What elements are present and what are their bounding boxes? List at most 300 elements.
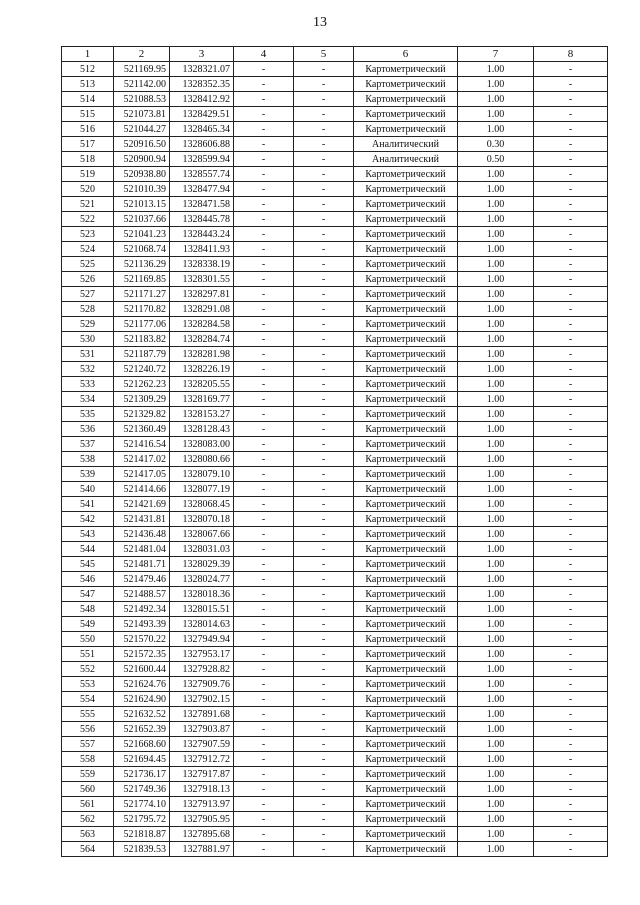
table-row [62, 272, 608, 287]
column-5-cell: - [294, 527, 354, 542]
method-cell: Картометрический [354, 692, 458, 707]
y-coordinate-cell: 1328284.58 [170, 317, 234, 332]
accuracy-cell: 1.00 [458, 617, 534, 632]
accuracy-cell: 1.00 [458, 272, 534, 287]
point-number-cell: 546 [62, 572, 114, 587]
method-cell: Аналитический [354, 152, 458, 167]
column-4-cell: - [234, 422, 294, 437]
column-4-cell: - [234, 707, 294, 722]
y-coordinate-cell: 1328429.51 [170, 107, 234, 122]
column-8-cell: - [534, 707, 608, 722]
point-number-cell: 529 [62, 317, 114, 332]
column-header: 7 [458, 47, 534, 62]
column-5-cell: - [294, 602, 354, 617]
x-coordinate-cell: 521360.49 [114, 422, 170, 437]
x-coordinate-cell: 521572.35 [114, 647, 170, 662]
method-cell: Картометрический [354, 617, 458, 632]
column-5-cell: - [294, 137, 354, 152]
accuracy-cell: 1.00 [458, 452, 534, 467]
table-row [62, 782, 608, 797]
y-coordinate-cell: 1327881.97 [170, 842, 234, 857]
table-row [62, 707, 608, 722]
table-row [62, 437, 608, 452]
x-coordinate-cell: 521600.44 [114, 662, 170, 677]
y-coordinate-cell: 1327895.68 [170, 827, 234, 842]
table-row [62, 137, 608, 152]
column-4-cell: - [234, 287, 294, 302]
y-coordinate-cell: 1328599.94 [170, 152, 234, 167]
table-row [62, 737, 608, 752]
column-8-cell: - [534, 407, 608, 422]
column-5-cell: - [294, 62, 354, 77]
accuracy-cell: 1.00 [458, 827, 534, 842]
column-8-cell: - [534, 107, 608, 122]
point-number-cell: 520 [62, 182, 114, 197]
method-cell: Картометрический [354, 92, 458, 107]
y-coordinate-cell: 1327918.13 [170, 782, 234, 797]
table-row [62, 392, 608, 407]
y-coordinate-cell: 1328412.92 [170, 92, 234, 107]
column-5-cell: - [294, 797, 354, 812]
accuracy-cell: 1.00 [458, 212, 534, 227]
column-4-cell: - [234, 842, 294, 857]
column-5-cell: - [294, 827, 354, 842]
accuracy-cell: 1.00 [458, 767, 534, 782]
method-cell: Картометрический [354, 572, 458, 587]
point-number-cell: 554 [62, 692, 114, 707]
method-cell: Картометрический [354, 767, 458, 782]
column-4-cell: - [234, 557, 294, 572]
method-cell: Картометрический [354, 662, 458, 677]
column-8-cell: - [534, 722, 608, 737]
accuracy-cell: 1.00 [458, 377, 534, 392]
point-number-cell: 526 [62, 272, 114, 287]
point-number-cell: 522 [62, 212, 114, 227]
column-8-cell: - [534, 782, 608, 797]
method-cell: Картометрический [354, 647, 458, 662]
column-4-cell: - [234, 722, 294, 737]
point-number-cell: 551 [62, 647, 114, 662]
accuracy-cell: 1.00 [458, 782, 534, 797]
y-coordinate-cell: 1328077.19 [170, 482, 234, 497]
column-5-cell: - [294, 332, 354, 347]
table-row [62, 212, 608, 227]
table-row [62, 842, 608, 857]
point-number-cell: 553 [62, 677, 114, 692]
y-coordinate-cell: 1327905.95 [170, 812, 234, 827]
table-row [62, 122, 608, 137]
table-row [62, 827, 608, 842]
table-row [62, 302, 608, 317]
y-coordinate-cell: 1328321.07 [170, 62, 234, 77]
point-number-cell: 558 [62, 752, 114, 767]
method-cell: Картометрический [354, 392, 458, 407]
y-coordinate-cell: 1328079.10 [170, 467, 234, 482]
x-coordinate-cell: 520938.80 [114, 167, 170, 182]
accuracy-cell: 1.00 [458, 527, 534, 542]
column-8-cell: - [534, 122, 608, 137]
column-8-cell: - [534, 377, 608, 392]
accuracy-cell: 1.00 [458, 437, 534, 452]
point-number-cell: 530 [62, 332, 114, 347]
column-8-cell: - [534, 662, 608, 677]
y-coordinate-cell: 1328226.19 [170, 362, 234, 377]
accuracy-cell: 1.00 [458, 167, 534, 182]
method-cell: Картометрический [354, 632, 458, 647]
column-5-cell: - [294, 242, 354, 257]
accuracy-cell: 1.00 [458, 302, 534, 317]
table-row [62, 662, 608, 677]
point-number-cell: 527 [62, 287, 114, 302]
column-5-cell: - [294, 212, 354, 227]
y-coordinate-cell: 1328169.77 [170, 392, 234, 407]
table-row [62, 812, 608, 827]
accuracy-cell: 1.00 [458, 482, 534, 497]
y-coordinate-cell: 1327913.97 [170, 797, 234, 812]
method-cell: Аналитический [354, 137, 458, 152]
column-5-cell: - [294, 302, 354, 317]
column-4-cell: - [234, 317, 294, 332]
point-number-cell: 538 [62, 452, 114, 467]
point-number-cell: 513 [62, 77, 114, 92]
column-8-cell: - [534, 677, 608, 692]
x-coordinate-cell: 521668.60 [114, 737, 170, 752]
accuracy-cell: 1.00 [458, 647, 534, 662]
y-coordinate-cell: 1328031.03 [170, 542, 234, 557]
column-8-cell: - [534, 92, 608, 107]
column-4-cell: - [234, 182, 294, 197]
point-number-cell: 539 [62, 467, 114, 482]
table-header-row [62, 47, 608, 62]
column-4-cell: - [234, 677, 294, 692]
column-8-cell: - [534, 812, 608, 827]
column-4-cell: - [234, 257, 294, 272]
y-coordinate-cell: 1328477.94 [170, 182, 234, 197]
accuracy-cell: 1.00 [458, 722, 534, 737]
table-row [62, 77, 608, 92]
y-coordinate-cell: 1328411.93 [170, 242, 234, 257]
column-5-cell: - [294, 587, 354, 602]
point-number-cell: 519 [62, 167, 114, 182]
column-8-cell: - [534, 167, 608, 182]
column-4-cell: - [234, 377, 294, 392]
accuracy-cell: 1.00 [458, 227, 534, 242]
column-5-cell: - [294, 452, 354, 467]
column-8-cell: - [534, 392, 608, 407]
method-cell: Картометрический [354, 737, 458, 752]
accuracy-cell: 1.00 [458, 317, 534, 332]
method-cell: Картометрический [354, 722, 458, 737]
column-5-cell: - [294, 752, 354, 767]
column-8-cell: - [534, 62, 608, 77]
point-number-cell: 537 [62, 437, 114, 452]
column-4-cell: - [234, 122, 294, 137]
x-coordinate-cell: 521795.72 [114, 812, 170, 827]
x-coordinate-cell: 521632.52 [114, 707, 170, 722]
table-row [62, 317, 608, 332]
column-5-cell: - [294, 272, 354, 287]
point-number-cell: 521 [62, 197, 114, 212]
x-coordinate-cell: 521818.87 [114, 827, 170, 842]
y-coordinate-cell: 1328352.35 [170, 77, 234, 92]
column-8-cell: - [534, 587, 608, 602]
table-row [62, 512, 608, 527]
column-header: 3 [170, 47, 234, 62]
column-5-cell: - [294, 182, 354, 197]
method-cell: Картометрический [354, 542, 458, 557]
column-8-cell: - [534, 482, 608, 497]
column-5-cell: - [294, 122, 354, 137]
column-4-cell: - [234, 767, 294, 782]
coordinates-table [61, 46, 608, 857]
column-8-cell: - [534, 647, 608, 662]
point-number-cell: 564 [62, 842, 114, 857]
column-5-cell: - [294, 677, 354, 692]
column-5-cell: - [294, 707, 354, 722]
column-4-cell: - [234, 647, 294, 662]
y-coordinate-cell: 1328080.66 [170, 452, 234, 467]
point-number-cell: 532 [62, 362, 114, 377]
method-cell: Картометрический [354, 797, 458, 812]
method-cell: Картометрический [354, 707, 458, 722]
point-number-cell: 542 [62, 512, 114, 527]
accuracy-cell: 1.00 [458, 677, 534, 692]
table-row [62, 287, 608, 302]
column-8-cell: - [534, 692, 608, 707]
method-cell: Картометрический [354, 827, 458, 842]
column-4-cell: - [234, 152, 294, 167]
y-coordinate-cell: 1328301.55 [170, 272, 234, 287]
accuracy-cell: 1.00 [458, 557, 534, 572]
accuracy-cell: 1.00 [458, 512, 534, 527]
x-coordinate-cell: 521493.39 [114, 617, 170, 632]
column-5-cell: - [294, 482, 354, 497]
column-4-cell: - [234, 302, 294, 317]
method-cell: Картометрический [354, 107, 458, 122]
x-coordinate-cell: 521013.15 [114, 197, 170, 212]
accuracy-cell: 0.50 [458, 152, 534, 167]
x-coordinate-cell: 521417.05 [114, 467, 170, 482]
column-8-cell: - [534, 302, 608, 317]
point-number-cell: 561 [62, 797, 114, 812]
accuracy-cell: 1.00 [458, 467, 534, 482]
y-coordinate-cell: 1328291.08 [170, 302, 234, 317]
column-8-cell: - [534, 842, 608, 857]
table-row [62, 362, 608, 377]
x-coordinate-cell: 520916.50 [114, 137, 170, 152]
method-cell: Картометрический [354, 467, 458, 482]
column-4-cell: - [234, 662, 294, 677]
method-cell: Картометрический [354, 212, 458, 227]
column-4-cell: - [234, 812, 294, 827]
column-8-cell: - [534, 197, 608, 212]
accuracy-cell: 1.00 [458, 797, 534, 812]
x-coordinate-cell: 521177.06 [114, 317, 170, 332]
x-coordinate-cell: 521073.81 [114, 107, 170, 122]
column-5-cell: - [294, 227, 354, 242]
column-8-cell: - [534, 152, 608, 167]
table-row [62, 92, 608, 107]
accuracy-cell: 1.00 [458, 422, 534, 437]
point-number-cell: 559 [62, 767, 114, 782]
x-coordinate-cell: 521136.29 [114, 257, 170, 272]
point-number-cell: 523 [62, 227, 114, 242]
method-cell: Картометрический [354, 377, 458, 392]
column-4-cell: - [234, 452, 294, 467]
accuracy-cell: 1.00 [458, 107, 534, 122]
y-coordinate-cell: 1328471.58 [170, 197, 234, 212]
column-5-cell: - [294, 467, 354, 482]
point-number-cell: 515 [62, 107, 114, 122]
column-5-cell: - [294, 617, 354, 632]
column-5-cell: - [294, 407, 354, 422]
method-cell: Картометрический [354, 782, 458, 797]
column-8-cell: - [534, 227, 608, 242]
point-number-cell: 560 [62, 782, 114, 797]
accuracy-cell: 1.00 [458, 242, 534, 257]
method-cell: Картометрический [354, 242, 458, 257]
column-8-cell: - [534, 737, 608, 752]
y-coordinate-cell: 1328297.81 [170, 287, 234, 302]
point-number-cell: 563 [62, 827, 114, 842]
point-number-cell: 550 [62, 632, 114, 647]
method-cell: Картометрический [354, 122, 458, 137]
column-4-cell: - [234, 77, 294, 92]
column-5-cell: - [294, 542, 354, 557]
point-number-cell: 544 [62, 542, 114, 557]
y-coordinate-cell: 1327949.94 [170, 632, 234, 647]
accuracy-cell: 1.00 [458, 587, 534, 602]
column-8-cell: - [534, 77, 608, 92]
method-cell: Картометрический [354, 302, 458, 317]
point-number-cell: 557 [62, 737, 114, 752]
x-coordinate-cell: 521183.82 [114, 332, 170, 347]
method-cell: Картометрический [354, 182, 458, 197]
point-number-cell: 525 [62, 257, 114, 272]
accuracy-cell: 1.00 [458, 197, 534, 212]
column-header: 5 [294, 47, 354, 62]
x-coordinate-cell: 521624.76 [114, 677, 170, 692]
column-8-cell: - [534, 437, 608, 452]
y-coordinate-cell: 1328557.74 [170, 167, 234, 182]
y-coordinate-cell: 1327902.15 [170, 692, 234, 707]
column-5-cell: - [294, 437, 354, 452]
column-4-cell: - [234, 92, 294, 107]
table-body [62, 47, 608, 857]
column-5-cell: - [294, 572, 354, 587]
y-coordinate-cell: 1328015.51 [170, 602, 234, 617]
column-4-cell: - [234, 392, 294, 407]
column-5-cell: - [294, 317, 354, 332]
method-cell: Картометрический [354, 452, 458, 467]
y-coordinate-cell: 1327909.76 [170, 677, 234, 692]
column-8-cell: - [534, 617, 608, 632]
x-coordinate-cell: 521170.82 [114, 302, 170, 317]
method-cell: Картометрический [354, 677, 458, 692]
table-row [62, 407, 608, 422]
method-cell: Картометрический [354, 227, 458, 242]
column-8-cell: - [534, 137, 608, 152]
column-8-cell: - [534, 287, 608, 302]
column-5-cell: - [294, 557, 354, 572]
column-4-cell: - [234, 227, 294, 242]
accuracy-cell: 1.00 [458, 737, 534, 752]
column-4-cell: - [234, 272, 294, 287]
table-row [62, 347, 608, 362]
point-number-cell: 545 [62, 557, 114, 572]
column-8-cell: - [534, 557, 608, 572]
accuracy-cell: 0.30 [458, 137, 534, 152]
column-8-cell: - [534, 767, 608, 782]
table-row [62, 527, 608, 542]
column-4-cell: - [234, 212, 294, 227]
column-5-cell: - [294, 812, 354, 827]
column-5-cell: - [294, 422, 354, 437]
accuracy-cell: 1.00 [458, 92, 534, 107]
y-coordinate-cell: 1328029.39 [170, 557, 234, 572]
point-number-cell: 562 [62, 812, 114, 827]
column-4-cell: - [234, 512, 294, 527]
column-5-cell: - [294, 257, 354, 272]
y-coordinate-cell: 1328083.00 [170, 437, 234, 452]
y-coordinate-cell: 1327912.72 [170, 752, 234, 767]
method-cell: Картометрический [354, 272, 458, 287]
column-5-cell: - [294, 782, 354, 797]
column-header: 8 [534, 47, 608, 62]
x-coordinate-cell: 521171.27 [114, 287, 170, 302]
point-number-cell: 543 [62, 527, 114, 542]
method-cell: Картометрический [354, 587, 458, 602]
table-row [62, 797, 608, 812]
column-8-cell: - [534, 362, 608, 377]
column-4-cell: - [234, 137, 294, 152]
table-row [62, 167, 608, 182]
x-coordinate-cell: 520900.94 [114, 152, 170, 167]
method-cell: Картометрический [354, 257, 458, 272]
point-number-cell: 524 [62, 242, 114, 257]
method-cell: Картометрический [354, 437, 458, 452]
accuracy-cell: 1.00 [458, 662, 534, 677]
column-4-cell: - [234, 782, 294, 797]
column-5-cell: - [294, 197, 354, 212]
column-4-cell: - [234, 587, 294, 602]
column-5-cell: - [294, 722, 354, 737]
column-5-cell: - [294, 392, 354, 407]
table-row [62, 752, 608, 767]
column-5-cell: - [294, 842, 354, 857]
y-coordinate-cell: 1328445.78 [170, 212, 234, 227]
table-row [62, 182, 608, 197]
x-coordinate-cell: 521694.45 [114, 752, 170, 767]
x-coordinate-cell: 521421.69 [114, 497, 170, 512]
accuracy-cell: 1.00 [458, 257, 534, 272]
column-8-cell: - [534, 332, 608, 347]
point-number-cell: 552 [62, 662, 114, 677]
method-cell: Картометрический [354, 167, 458, 182]
x-coordinate-cell: 521416.54 [114, 437, 170, 452]
column-4-cell: - [234, 572, 294, 587]
table-row [62, 197, 608, 212]
point-number-cell: 547 [62, 587, 114, 602]
method-cell: Картометрический [354, 287, 458, 302]
column-4-cell: - [234, 632, 294, 647]
column-header: 6 [354, 47, 458, 62]
column-5-cell: - [294, 362, 354, 377]
method-cell: Картометрический [354, 812, 458, 827]
x-coordinate-cell: 521414.66 [114, 482, 170, 497]
x-coordinate-cell: 521481.71 [114, 557, 170, 572]
column-4-cell: - [234, 362, 294, 377]
